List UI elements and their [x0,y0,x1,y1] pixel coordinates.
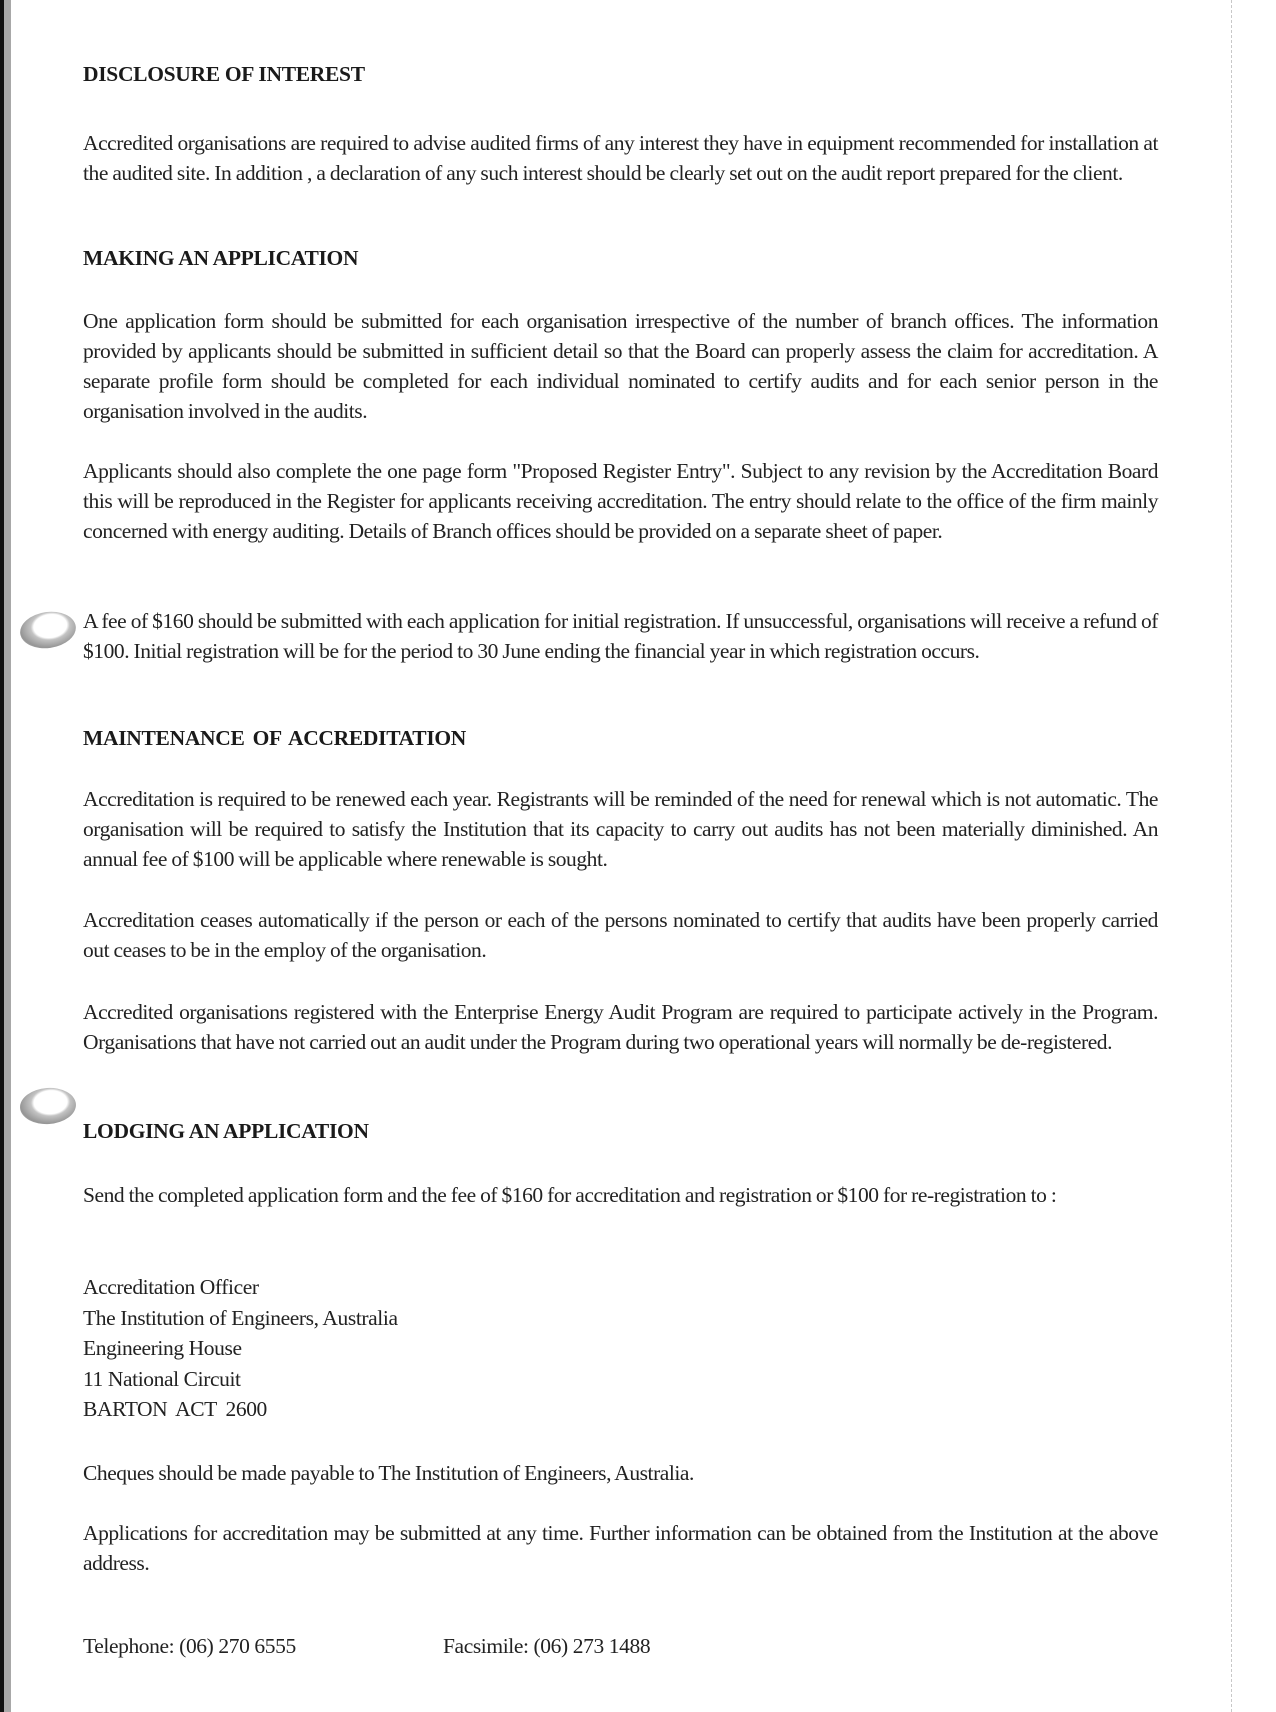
scan-fold-line [1231,0,1233,1712]
paragraph-applications-any-time: Applications for accreditation may be submitted at any time. Further information can be obtained from the Institution at the above address. [83,1521,1158,1575]
scan-left-shadow [4,0,11,1712]
paragraph-send: Send the completed application form and the fee of $160 for accreditation and registration or $100 for re-registration to : [83,1183,1057,1207]
paragraph-cheques: Cheques should be made payable to The Institution of Engineers, Australia. [83,1461,694,1485]
section-heading-disclosure: DISCLOSURE OF INTEREST [83,62,365,86]
paragraph-renewal: Accreditation is required to be renewed each year. Registrants will be reminded of the need for renewal which is not automatic. The organisation will be required to satisfy the Institution that its capacity to carry out audits has not been materially diminished. An annual fee of $100 will be applicable where renewable is sought. [83,787,1158,871]
section-heading-maintenance: MAINTENANCE OF ACCREDITATION [83,726,467,750]
paragraph-register-entry: Applicants should also complete the one page form "Proposed Register Entry". Subject to any revision by the Accreditation Board this will be reproduced in the Register for applicants receiving accreditation. The entry should relate to the office of the firm mainly concerned with energy auditing. Details of Branch offices should be provided on a separate sheet of paper. [83,459,1158,543]
address-line: The Institution of Engineers, Australia [83,1305,398,1330]
hole-punch-mark [18,608,78,651]
paragraph-program: Accredited organisations registered with the Enterprise Energy Audit Program are required to participate actively in the Program. Organisations that have not carried out an audit under the Program during two operational years will normally be de-registered. [83,1000,1158,1054]
address-line: BARTON ACT 2600 [83,1397,267,1421]
mailing-address [83,1272,1158,1425]
section-heading-making-application: MAKING AN APPLICATION [83,246,359,270]
address-line: Accreditation Officer [83,1275,259,1299]
hole-punch-mark [19,1086,77,1126]
telephone-number: Telephone: (06) 270 6555 [83,1634,296,1658]
address-line: 11 National Circuit [83,1366,241,1391]
paragraph-fee: A fee of $160 should be submitted with each application for initial registration. If unsuccessful, organisations will receive a refund of $100. Initial registration will be for the period to 30 June ending the financial year in which registration occurs. [83,609,1158,663]
address-line: Engineering House [83,1336,242,1360]
paragraph-disclosure: Accredited organisations are required to advise audited firms of any interest they have in equipment recommended for installation at the audited site. In addition , a declaration of any such interest should be clearly set out on the audit report prepared for the client. [83,131,1158,185]
facsimile-number: Facsimile: (06) 273 1488 [443,1634,651,1658]
paragraph-application-form: One application form should be submitted for each organisation irrespective of the number of branch offices. The information provided by applicants should be submitted in sufficient detail so that the Board can properly assess the claim for accreditation. A separate profile form should be completed for each individual nominated to certify audits and for each senior person in the organisation involved in the audits. [83,309,1158,423]
section-heading-lodging: LODGING AN APPLICATION [83,1119,369,1143]
paragraph-ceases: Accreditation ceases automatically if the person or each of the persons nominated to certify that audits have been properly carried out ceases to be in the employ of the organisation. [83,908,1158,962]
